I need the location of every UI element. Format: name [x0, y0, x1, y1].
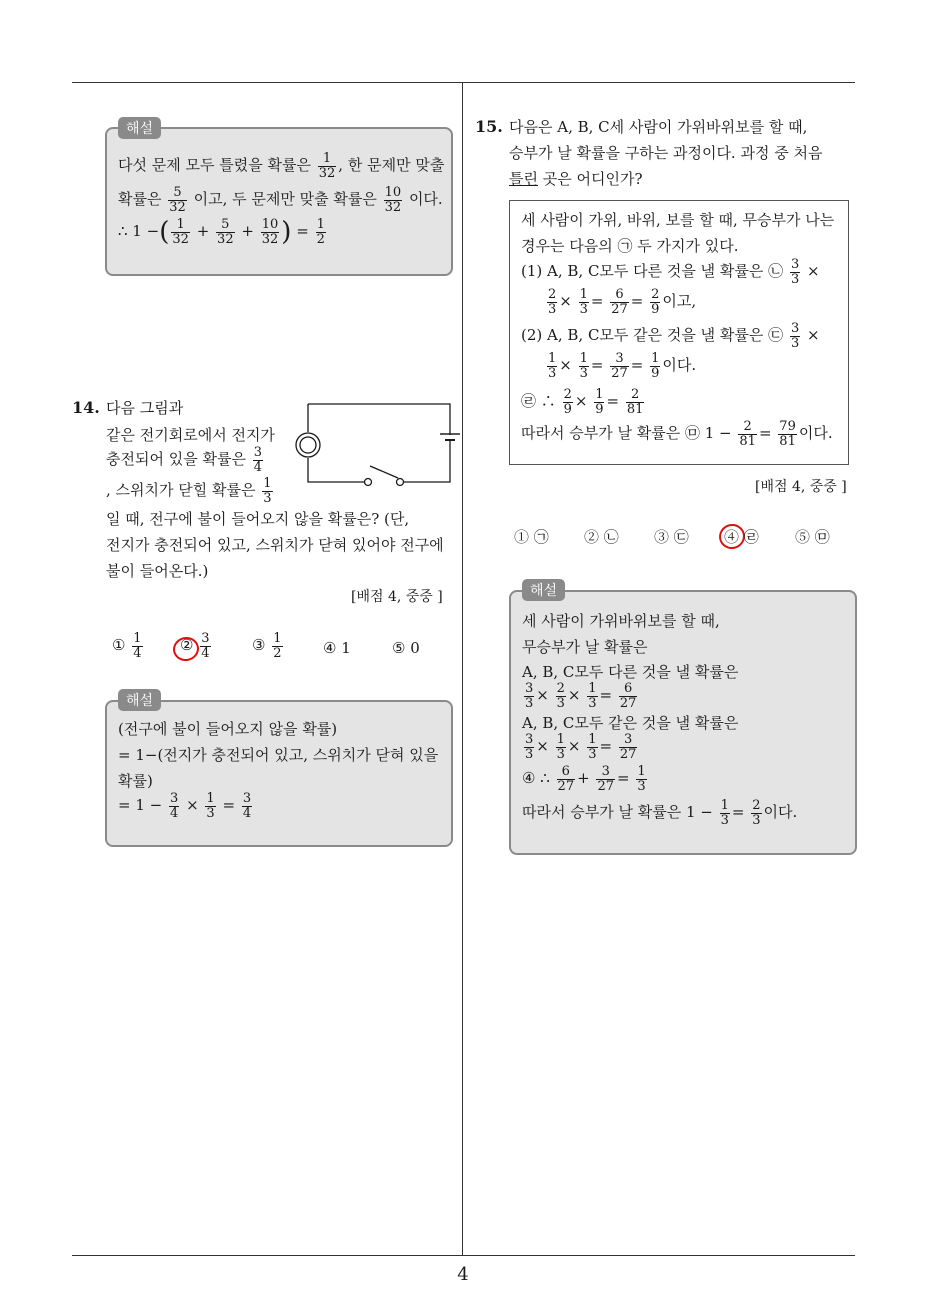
- q15-text-line-3: 틀린 곳은 어디인가?: [509, 170, 643, 188]
- switch-contact: [365, 479, 372, 486]
- fraction: $\frac{1}{4}$: [133, 631, 142, 661]
- q15-box-line-8: 따라서 승부가 날 확률은 ㉤ 1 − $\frac{2}{81}$ = $\frac{79}{81}$ 이다.: [521, 419, 833, 449]
- fraction: $\frac{1}{2}$: [273, 631, 282, 661]
- q15-box-line-3: (1) A, B, C모두 다른 것을 낼 확률은 ㉡ $\frac{3}{3}$ ×: [521, 257, 820, 287]
- q15-score: [배점 4, 중중 ]: [755, 479, 847, 495]
- q14-solution-line-3: 확률): [118, 772, 153, 790]
- q14-solution-line-1: (전구에 불이 들어오지 않을 확률): [118, 720, 338, 738]
- page-number: 4: [457, 1264, 469, 1285]
- bottom-rule: [72, 1255, 855, 1256]
- q15-box-line-5: (2) A, B, C모두 같은 것을 낼 확률은 ㉢ $\frac{3}{3}$ ×: [521, 321, 820, 351]
- q14-text-line-6: 전지가 충전되어 있고, 스위치가 닫혀 있어야 전구에: [106, 536, 444, 554]
- q15-solution-line-8: 따라서 승부가 날 확률은 1 − $\frac{1}{3}$ = $\frac{2}{3}$ 이다.: [522, 798, 798, 828]
- fraction: $\frac{1}{9}$: [595, 387, 604, 417]
- q14-solution-tag: 해설: [118, 689, 161, 711]
- q14-text-line-5: 일 때, 전구에 불이 들어오지 않을 확률은? (단,: [106, 510, 410, 528]
- q15-solution-line-4: $\frac{3}{3}$ × $\frac{2}{3}$ × $\frac{1}{3}$ = $\frac{6}{27}$: [525, 681, 637, 711]
- q15-solution-tag: 해설: [522, 579, 565, 601]
- fraction: $\frac{1}{3}$: [588, 681, 597, 711]
- q14-choice-5[interactable]: ⑤ 0: [392, 639, 420, 657]
- fraction: $\frac{10}{32}$: [384, 185, 402, 215]
- q13-solution-line-3: ∴ 1 −( $\frac{1}{32}$ + $\frac{5}{32}$ + $\frac{10}{32}$ ) = $\frac{1}{2}$: [118, 217, 325, 248]
- q14-choice-1[interactable]: ① $\frac{1}{4}$: [112, 631, 142, 661]
- q15-box-line-1: 세 사람이 가위, 바위, 보를 할 때, 무승부가 나는: [521, 211, 835, 229]
- fraction: $\frac{10}{32}$: [261, 217, 279, 247]
- circuit-wire: [308, 458, 368, 482]
- q15-choice-4[interactable]: ④ ㉣: [724, 528, 759, 546]
- switch-contact: [397, 479, 404, 486]
- q15-choice-3[interactable]: ③ ㉢: [654, 528, 689, 546]
- q14-score: [배점 4, 중중 ]: [351, 589, 443, 605]
- q15-text-line-2: 승부가 날 확률을 구하는 과정이다. 과정 중 처음: [509, 144, 823, 162]
- fraction: $\frac{2}{3}$: [548, 287, 557, 317]
- q15-solution-line-6: $\frac{3}{3}$ × $\frac{1}{3}$ × $\frac{1}{3}$ = $\frac{3}{27}$: [525, 732, 637, 762]
- q15-solution-line-1: 세 사람이 가위바위보를 할 때,: [522, 612, 720, 630]
- fraction: $\frac{3}{27}$: [611, 351, 628, 381]
- q15-text-line-1: 다음은 A, B, C세 사람이 가위바위보를 할 때,: [509, 118, 808, 136]
- q14-text-line-7: 불이 들어온다.): [106, 562, 209, 580]
- fraction: $\frac{1}{32}$: [172, 217, 189, 247]
- q14-choice-2[interactable]: ② $\frac{3}{4}$: [180, 631, 210, 661]
- fraction: $\frac{1}{2}$: [316, 217, 325, 247]
- q15-box-line-4: $\frac{2}{3}$ × $\frac{1}{3}$ = $\frac{6}{27}$ = $\frac{2}{9}$ 이고,: [548, 287, 697, 317]
- q14-text-line-1: 다음 그림과: [106, 399, 184, 417]
- q15-box-line-2: 경우는 다음의 ㉠ 두 가지가 있다.: [521, 237, 739, 255]
- fraction: $\frac{3}{3}$: [790, 321, 800, 351]
- fraction: $\frac{6}{27}$: [611, 287, 628, 317]
- fraction: $\frac{1}{3}$: [263, 476, 272, 506]
- fraction: $\frac{1}{3}$: [206, 791, 215, 821]
- q15-choice-5[interactable]: ⑤ ㉤: [795, 528, 830, 546]
- fraction: $\frac{3}{4}$: [170, 791, 179, 821]
- q13-solution-tag: 해설: [118, 117, 161, 139]
- fraction: $\frac{5}{32}$: [217, 217, 234, 247]
- fraction: $\frac{2}{81}$: [626, 387, 644, 417]
- fraction: $\frac{1}{3}$: [548, 351, 557, 381]
- fraction: $\frac{5}{32}$: [169, 185, 186, 215]
- circuit-diagram: [290, 400, 460, 492]
- fraction: $\frac{3}{4}$: [253, 445, 263, 475]
- q14-text-line-2: 같은 전기회로에서 전지가: [106, 426, 275, 444]
- q14-choice-4[interactable]: ④ 1: [323, 639, 351, 657]
- q14-solution-line-4: = 1 − $\frac{3}{4}$ × $\frac{1}{3}$ = $\frac{3}{4}$: [118, 791, 252, 821]
- q14-text-line-4: , 스위치가 닫힐 확률은 $\frac{1}{3}$: [106, 476, 272, 506]
- fraction: $\frac{1}{9}$: [651, 351, 660, 381]
- fraction: $\frac{1}{3}$: [579, 351, 588, 381]
- fraction: $\frac{3}{3}$: [525, 681, 534, 711]
- fraction: $\frac{2}{3}$: [556, 681, 565, 711]
- q15-solution-line-5: A, B, C모두 같은 것을 낼 확률은: [522, 714, 739, 732]
- fraction: $\frac{3}{3}$: [525, 732, 534, 762]
- q14-solution-line-2: = 1−(전지가 충전되어 있고, 스위치가 닫혀 있을: [118, 746, 439, 764]
- q15-box-line-7: ㉣ ∴ $\frac{2}{9}$ × $\frac{1}{9}$ = $\frac{2}{81}$: [521, 387, 644, 417]
- q13-solution-line-2: 확률은 $\frac{5}{32}$ 이고, 두 문제만 맞출 확률은 $\frac{10}{32}$ 이다.: [118, 185, 443, 215]
- fraction: $\frac{3}{27}$: [597, 764, 614, 794]
- q13-solution-line-1: 다섯 문제 모두 틀렸을 확률은 $\frac{1}{32}$ , 한 문제만 맞출: [118, 151, 445, 181]
- fraction: $\frac{6}{27}$: [619, 681, 637, 711]
- q15-number: 15.: [475, 117, 503, 136]
- q15-solution-line-2: 무승부가 날 확률은: [522, 638, 648, 656]
- fraction: $\frac{1}{32}$: [318, 151, 336, 181]
- q15-solution-line-3: A, B, C모두 다른 것을 낼 확률은: [522, 663, 739, 681]
- q14-text-line-3: 충전되어 있을 확률은 $\frac{3}{4}$: [106, 445, 263, 475]
- fraction: $\frac{1}{3}$: [579, 287, 588, 317]
- q15-choice-1[interactable]: ① ㉠: [514, 528, 549, 546]
- fraction: $\frac{2}{3}$: [752, 798, 761, 828]
- fraction: $\frac{79}{81}$: [779, 419, 796, 449]
- fraction: $\frac{1}{3}$: [588, 732, 597, 762]
- fraction: $\frac{6}{27}$: [557, 764, 575, 794]
- fraction: $\frac{3}{27}$: [619, 732, 637, 762]
- fraction: $\frac{2}{9}$: [563, 387, 572, 417]
- q15-solution-line-7: ④ ∴ $\frac{6}{27}$ + $\frac{3}{27}$ = $\frac{1}{3}$: [522, 764, 646, 794]
- fraction: $\frac{3}{4}$: [242, 791, 252, 821]
- top-rule: [72, 82, 855, 83]
- fraction: $\frac{1}{3}$: [556, 732, 565, 762]
- q14-choice-3[interactable]: ③ $\frac{1}{2}$: [252, 631, 282, 661]
- q15-box-line-6: $\frac{1}{3}$ × $\frac{1}{3}$ = $\frac{3}{27}$ = $\frac{1}{9}$ 이다.: [548, 351, 697, 381]
- fraction: $\frac{1}{3}$: [637, 764, 646, 794]
- q15-choice-2[interactable]: ② ㉡: [584, 528, 619, 546]
- fraction: $\frac{2}{81}$: [739, 419, 756, 449]
- column-divider: [462, 83, 463, 1255]
- switch-lever-icon: [370, 466, 398, 478]
- fraction: $\frac{1}{3}$: [720, 798, 729, 828]
- q14-number: 14.: [72, 398, 100, 417]
- fraction: $\frac{3}{4}$: [201, 631, 210, 661]
- fraction: $\frac{2}{9}$: [651, 287, 660, 317]
- fraction: $\frac{3}{3}$: [790, 257, 800, 287]
